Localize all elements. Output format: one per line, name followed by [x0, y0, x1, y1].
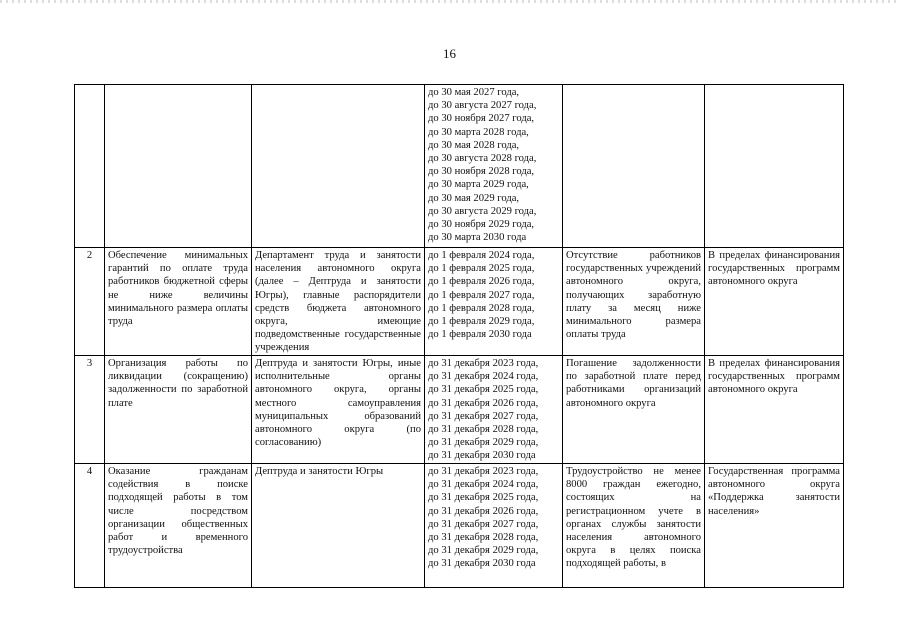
cell-deadlines: [425, 356, 563, 464]
cell-funding: [705, 85, 844, 248]
deadline-line: до 31 декабря 2028 года,: [428, 532, 539, 544]
cell-number: 4: [75, 464, 105, 588]
cell-result: Отсутствие работников государственных учреждений автономного округа, получающих заработную плату за месяц ниже минимального размера оплаты труда: [563, 248, 705, 356]
cell-result: Трудоустройство не менее 8000 граждан ежегодно, состоящих на регистрационном учете в органах службы занятости населения автономного округа в целях поиска подходящей работы, в: [563, 464, 705, 588]
deadline-line: до 30 марта 2030 года: [428, 232, 527, 244]
deadline-line: до 31 декабря 2027 года,: [428, 410, 539, 422]
deadline-line: до 1 февраля 2025 года,: [428, 263, 535, 275]
cell-responsible: Департамент труда и занятости населения автономного округа (далее – Дептруда и занятости Югры), главные распорядители средств бюджета автономного округа, имеющие подведомственные государственные учреждения: [252, 248, 425, 356]
deadline-line: до 30 ноября 2027 года,: [428, 113, 535, 125]
deadline-line: до 30 августа 2029 года,: [428, 205, 537, 217]
deadline-line: до 1 февраля 2029 года,: [428, 316, 535, 328]
deadline-line: до 30 ноября 2029 года,: [428, 219, 535, 231]
page-number: 16: [443, 46, 456, 61]
deadline-line: до 1 февраля 2024 года,: [428, 250, 535, 261]
deadline-line: до 31 декабря 2028 года,: [428, 424, 539, 436]
cell-number: 2: [75, 248, 105, 356]
cell-responsible: [252, 85, 425, 248]
cell-funding: Государственная программа автономного округа «Поддержка занятости населения»: [705, 464, 844, 588]
cell-funding: В пределах финансирования государственных программ автономного округа: [705, 356, 844, 464]
table-row: [75, 356, 844, 464]
table-row-continuation: [75, 85, 844, 248]
deadline-line: до 30 мая 2027 года,: [428, 87, 520, 98]
cell-responsible: Дептруда и занятости Югры, иные исполнительные органы автономного округа, органы местного самоуправления муниципальных образований автономного округа (по согласованию): [252, 356, 425, 464]
table-row: [75, 248, 844, 356]
table-row: [75, 464, 844, 588]
cell-measure: Обеспечение минимальных гарантий по оплате труда работников бюджетной сферы не ниже величины минимального размера оплаты труда: [105, 248, 252, 356]
deadline-line: до 31 декабря 2024 года,: [428, 479, 539, 491]
cell-result: Погашение задолженности по заработной плате перед работниками организаций автономного округа: [563, 356, 705, 464]
deadline-line: до 31 декабря 2023 года,: [428, 358, 539, 369]
scan-edge: [0, 0, 899, 3]
measures-table: [74, 84, 844, 588]
cell-funding: В пределах финансирования государственных программ автономного округа: [705, 248, 844, 356]
deadline-line: до 30 марта 2028 года,: [428, 126, 529, 138]
deadline-line: до 31 декабря 2024 года,: [428, 371, 539, 383]
cell-deadlines: [425, 85, 563, 248]
deadline-line: до 31 декабря 2026 года,: [428, 505, 539, 517]
deadline-line: до 31 декабря 2030 года: [428, 450, 536, 462]
deadline-line: до 31 декабря 2029 года,: [428, 437, 539, 449]
deadline-line: до 1 февраля 2030 года: [428, 329, 532, 341]
deadline-line: до 30 ноября 2028 года,: [428, 166, 535, 178]
deadline-line: до 31 декабря 2027 года,: [428, 518, 539, 530]
cell-deadlines: [425, 248, 563, 356]
cell-number: 3: [75, 356, 105, 464]
deadline-line: до 31 декабря 2023 года,: [428, 466, 539, 477]
deadline-line: до 30 августа 2027 года,: [428, 100, 537, 112]
deadline-line: до 31 декабря 2030 года: [428, 558, 536, 570]
deadline-line: до 1 февраля 2027 года,: [428, 289, 535, 301]
cell-number: [75, 85, 105, 248]
cell-measure: Оказание гражданам содействия в поиске подходящей работы в том числе посредством организации общественных работ и временного трудоустройства: [105, 464, 252, 588]
deadline-line: до 1 февраля 2026 года,: [428, 276, 535, 288]
deadline-line: до 1 февраля 2028 года,: [428, 302, 535, 314]
cell-responsible: Дептруда и занятости Югры: [252, 464, 425, 588]
deadline-line: до 30 мая 2029 года,: [428, 192, 520, 204]
deadline-line: до 31 декабря 2026 года,: [428, 397, 539, 409]
deadline-line: до 30 августа 2028 года,: [428, 153, 537, 165]
deadline-line: до 31 декабря 2029 года,: [428, 545, 539, 557]
cell-measure: [105, 85, 252, 248]
cell-deadlines: [425, 464, 563, 588]
deadline-line: до 30 марта 2029 года,: [428, 179, 529, 191]
deadline-line: до 31 декабря 2025 года,: [428, 384, 539, 396]
cell-measure: Организация работы по ликвидации (сокращению) задолженности по заработной плате: [105, 356, 252, 464]
deadline-line: до 31 декабря 2025 года,: [428, 492, 539, 504]
cell-result: [563, 85, 705, 248]
deadline-line: до 30 мая 2028 года,: [428, 139, 520, 151]
